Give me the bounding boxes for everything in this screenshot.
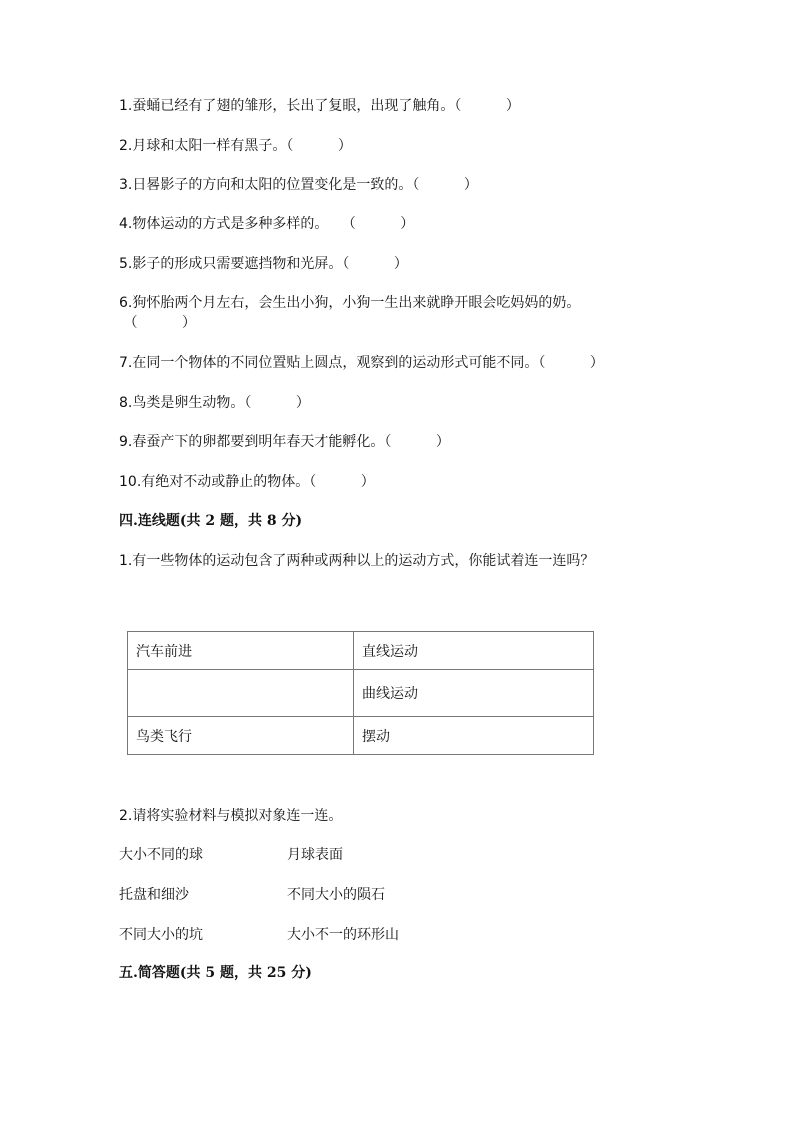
section-5-heading: 五.简答题(共 5 题，共 25 分) bbox=[119, 965, 312, 981]
table-row bbox=[128, 632, 594, 670]
table-cell: 汽车前进 bbox=[128, 632, 354, 670]
table-cell: 曲线运动 bbox=[354, 670, 594, 717]
simulated-object-item: 大小不一的环形山 bbox=[287, 927, 399, 943]
table-row bbox=[128, 717, 594, 755]
section-4-heading: 四.连线题(共 2 题，共 8 分) bbox=[119, 513, 303, 529]
simulated-object-item: 月球表面 bbox=[287, 847, 343, 863]
statement-3: 3.日晷影子的方向和太阳的位置变化是一致的。（ ） bbox=[119, 177, 478, 193]
table-cell bbox=[128, 670, 354, 717]
statement-10: 10.有绝对不动或静止的物体。（ ） bbox=[119, 474, 375, 490]
table-cell: 直线运动 bbox=[354, 632, 594, 670]
simulated-object-item: 不同大小的陨石 bbox=[287, 887, 385, 903]
material-item: 托盘和细沙 bbox=[119, 887, 189, 903]
statement-6-bracket: （ ） bbox=[119, 315, 196, 331]
matching-question-2: 2.请将实验材料与模拟对象连一连。 bbox=[119, 808, 343, 824]
statement-5: 5.影子的形成只需要遮挡物和光屏。（ ） bbox=[119, 256, 408, 272]
table-cell: 鸟类飞行 bbox=[128, 717, 354, 755]
statement-1: 1.蚕蛹已经有了翅的雏形，长出了复眼，出现了触角。（ ） bbox=[119, 98, 520, 114]
statement-7: 7.在同一个物体的不同位置贴上圆点，观察到的运动形式可能不同。（ ） bbox=[119, 355, 604, 371]
statement-2: 2.月球和太阳一样有黑子。（ ） bbox=[119, 138, 352, 154]
matching-table bbox=[127, 631, 594, 755]
matching-question-1: 1.有一些物体的运动包含了两种或两种以上的运动方式，你能试着连一连吗？ bbox=[119, 553, 595, 569]
statement-8: 8.鸟类是卵生动物。（ ） bbox=[119, 395, 310, 411]
statement-9: 9.春蚕产下的卵都要到明年春天才能孵化。（ ） bbox=[119, 434, 450, 450]
table-cell: 摆动 bbox=[354, 717, 594, 755]
statement-4: 4.物体运动的方式是多种多样的。 （ ） bbox=[119, 216, 415, 232]
statement-6: 6.狗怀胎两个月左右，会生出小狗，小狗一生出来就睁开眼会吃妈妈的奶。 bbox=[119, 295, 581, 311]
material-item: 不同大小的坑 bbox=[119, 927, 203, 943]
table-row bbox=[128, 670, 594, 717]
material-item: 大小不同的球 bbox=[119, 847, 203, 863]
